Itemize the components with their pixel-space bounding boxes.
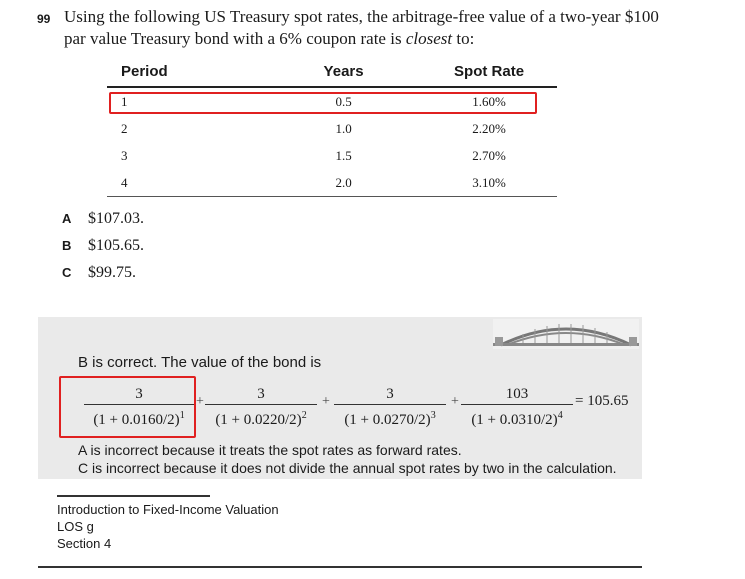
fraction-numerator: 103 [461,384,573,405]
cell-spot-rate: 3.10% [421,169,557,197]
question-text [64,6,684,50]
table-row [107,115,557,142]
header-period: Period [107,56,266,87]
fraction-term-2 [205,384,317,428]
row-highlight-box [109,92,537,114]
choice-b[interactable] [62,232,144,259]
header-spot-rate: Spot Rate [421,56,557,87]
question-text-emphasis: closest [405,29,453,48]
explanation-c: C is incorrect because it does not divide the annual spot rates by two in the calculation. [78,460,617,476]
fraction-numerator: 3 [84,384,194,405]
bottom-divider [38,566,642,568]
explanation-a: A is incorrect because it treats the spot rates as forward rates. [78,442,462,458]
fraction-denominator: $(1 + 0.0160/2)^1$ [93,410,185,428]
answer-choices [62,205,144,286]
fraction-numerator: 3 [205,384,317,405]
cell-spot-rate: 2.70% [472,147,506,163]
bond-value-result: = 105.65 [575,393,629,409]
fraction-denominator: $(1 + 0.0270/2)^3$ [344,410,436,428]
cell-years: 1.5 [335,147,352,163]
question-number: 99 [37,12,51,26]
choice-c[interactable] [62,259,144,286]
choice-text: $107.03. [88,209,144,227]
cell-years: 0.5 [335,93,352,109]
bridge-image [493,319,639,349]
question-text-after: to: [452,29,475,48]
fraction-denominator: $(1 + 0.0220/2)^2$ [215,410,307,428]
question-text-before: Using the following US Treasury spot rates, the arbitrage-free value of a two-year $100 par value Treasury bond with a 6% coupon rate is [64,7,659,48]
choice-letter: A [62,211,72,226]
cell-period: 4 [107,169,266,197]
plus-sign: + [451,394,459,409]
choice-text: $99.75. [88,263,136,281]
choice-text: $105.65. [88,236,144,254]
cell-period: 2 [121,120,128,136]
solution-intro: B is correct. The value of the bond is [78,354,322,371]
choice-letter: B [62,238,72,253]
choice-a[interactable] [62,205,144,232]
choice-letter: C [62,265,72,280]
cell-years: 2.0 [266,169,421,197]
reference-divider [57,495,210,497]
reference-los: LOS g [57,519,94,534]
fraction-numerator: 3 [334,384,446,405]
fraction-term-3 [334,384,446,428]
cell-period: 3 [121,147,128,163]
plus-sign: + [322,394,330,409]
table-row [107,169,557,197]
plus-sign: + [196,394,204,409]
header-years: Years [266,56,421,87]
spot-rate-table [107,56,557,197]
fraction-term-4 [461,384,573,428]
fraction-denominator: $(1 + 0.0310/2)^4$ [471,410,563,428]
cell-period: 1 [121,93,128,109]
table-row [107,142,557,169]
reference-section: Section 4 [57,536,112,551]
cell-spot-rate: 2.20% [472,120,506,136]
cell-years: 1.0 [335,120,352,136]
table-header-row [107,56,557,87]
fraction-highlight-box [59,376,196,438]
cell-spot-rate: 1.60% [472,93,506,109]
reference-title: Introduction to Fixed-Income Valuation [57,502,279,517]
